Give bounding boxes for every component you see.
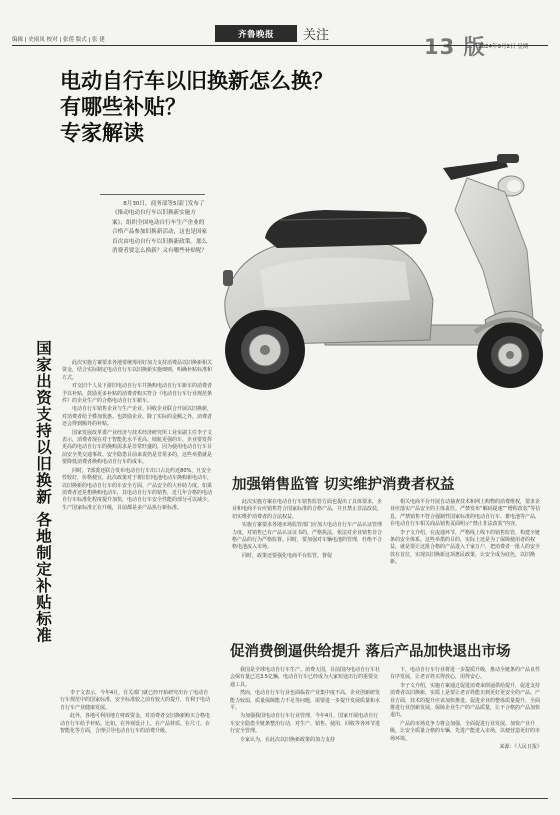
- footer-rule: [12, 798, 548, 799]
- body-column-1: [62, 360, 212, 513]
- header-rule: [12, 45, 548, 46]
- issue-date: 2024年9月2日 星期一: [478, 44, 534, 50]
- paragraph: 电动自行车销售企业与生产企业、回收企业联合开展以旧换新，对消费者给予叠加优惠。也鼓励企业、除了实际的金额之外，消费者还会得到额外的补贴。: [62, 406, 213, 428]
- section-label: 关注: [303, 28, 330, 43]
- paragraph: 同时，7部委还联合发布电动自行车出口占比约近80%，且安全性较好，价格便宜，此次政策对于将旧旧电池电动车换购新电动车，以旧换新的电动自行车的车安全方面，产品安全的大补助力度。如果消费者还是想换购电动车，其电动自行车的销售，近几年合格的电动自行车标准化程度提升加快，电动自行车安全性能的部分可以减少。生产国家标准正在升级，目前都是多产品执行新标准。: [62, 467, 213, 511]
- lead-divider: [100, 194, 205, 195]
- paragraph: 此次实施方案在电动自行车销售监管方面也提出了具体要求，企业和电商平台应销售符合国家标准的合格产品，并且禁止非法改装，切实维护消费者的合法权益。: [232, 499, 383, 520]
- headline-line-2: 有哪些补贴？: [60, 94, 186, 119]
- paragraph: 此外，各地可利用地方财政资金，对消费者交旧换新购买合格电动自行车给予补贴。比如，在外观设计上、在产品材质、在尺寸、在智能化等方面，合理引导电动自行车的消费升级。: [60, 713, 211, 735]
- paragraph: 为加强我国电动自行车行业管理，今年4月，国家开展电动自行车安全隐患全链条整治行动，对生产、销售、使用、回收等各环节进行安全管理。: [230, 713, 381, 735]
- paragraph: 此次实施方案要求各地要统筹用好加力支持消费品以旧换新相关资金，结合实际制定电动自行车以旧换新实施细则，明确补贴标准和方式。: [62, 360, 213, 381]
- paragraph: 产品的市场竞争力将会加强，全面促进行业发展、加快产业升级，让安全质量合格的车辆、先进产能进入市场，以便营造更好的市场环境。: [390, 720, 541, 742]
- paragraph: 同时，政策还要强化电商平台监管，督促: [242, 552, 333, 559]
- section-heading-supply: 促消费倒逼供给提升 落后产品加快退出市场: [230, 644, 511, 660]
- paragraph: 李子文表示，今年4月，有关部门就已经开始研究出台了电动自行车规范中的国家标准，安全标准较之前有较大的提升，有利于电动自行车产业健康发展。: [60, 690, 211, 711]
- section-1-column-a: [232, 499, 382, 561]
- section-2-column-a: [230, 667, 380, 745]
- paragraph: 实施方案要求各地市场监管部门应加大电动自行车产品认证管理力度，对销售已有产品认证证书的，严格执法，依法对企业销售非合格产品的行为严格监督。同时，要加强对车辆电池的管理，杜绝不合格电池流入市场。: [232, 522, 383, 551]
- section-heading-regulation: 加强销售监管 切实维护消费者权益: [232, 477, 455, 493]
- edition-number: 13 版: [424, 35, 486, 59]
- paragraph: 专家认为，在此次以旧换新政策的加力支持: [240, 736, 336, 743]
- paragraph: 对交旧个人及下游旧电动自行车并换购电动自行车新车的消费者予以补贴，鼓励更多补贴的消费者购买符合《电动自行车行业规范条件》的企业生产的合格电动自行车新车。: [62, 383, 213, 405]
- newspaper-masthead: 齐鲁晚报: [215, 25, 297, 42]
- main-headline: [60, 68, 420, 146]
- headline-line-1: 电动自行车以旧换新怎么换？: [60, 68, 333, 93]
- scooter-illustration: [205, 150, 545, 395]
- editor-credits: 编辑 | 史雨凤 校对 | 张莲 版式 | 张 建: [12, 37, 105, 43]
- paragraph: 然而，电动自行车行业也面临着产业集中度不高，企业创新研发能力较弱，质量保障能力不足等问题，需要进一步提升发展质量和水平。: [230, 690, 381, 712]
- body-column-1-bottom: [60, 690, 212, 736]
- paragraph: 李子文介绍，在流通环节，严格线上线下的销售监管，构建全链条的安全体系，这些举措的目的，实际上还是为了保障使用者的权益，就是要让这批合格的产品进入千家万户，把消费者一批人的安全放在首位，实现以旧换新这项惠民政策，让安全成为底色，以旧换新。: [390, 529, 541, 566]
- section-2-column-b: [390, 667, 542, 752]
- headline-line-3: 专家解读: [60, 120, 144, 145]
- source-credit: 来源：《人民日报》: [499, 744, 542, 751]
- paragraph: 我国是全球电动自行车生产、消费大国，目前国内电动自行车社会保有量已达3.5亿辆，电动自行车已经成为大家短途出行的重要交通工具。: [230, 667, 381, 688]
- paragraph: 李子文介绍，实施方案通过促进消费来倒逼供给提升，促进支持消费者以旧换新，实质上是要让老百姓能买到更好更安全的产品。产业方面，技术的提升应该加快推进、促进企业的整体质量提升，全面推进行业创新发展，保障企业生产的产品质量，让不合格的产品加快退出。: [390, 682, 541, 719]
- paragraph: 国家发展改革委产业经济与技术经济研究所工业室副主任李子文表示，消费者现在对于智能化水平更高、续航更强的车，企业要发挥更高的电动自行车的换购需求是非常旺盛的，因为使用电动自行车目前安全类交通事故、安全隐患目前来说仍是非常多的，这些举措就是要降低消费者换购电动自行车的成本。: [62, 429, 213, 466]
- paragraph: 下，电动自行车行业将进一步提质升级，推动全链条的产品良性有序发展，让老百姓买得放心，用得安心。: [390, 667, 541, 681]
- lead-paragraph: 8月30日，商务部等5部门发布了《推动电动自行车以旧换新实施方案》，组织全国电动自行车生产企业的合格产品参加旧换新活动，这也是国家首次由电动自行车以旧换新政策。那么消费者要怎么换新？又有哪些补贴呢？: [112, 201, 208, 255]
- vertical-subtitle: 国家出资支持以旧换新 各地制定补贴标准: [34, 340, 53, 644]
- section-1-column-b: [390, 499, 542, 568]
- paragraph: 相关电商平台开展自动抽查技术和网上购物的消费维权，要求企业应落实产品安全的主体责任。严禁发布“解码提速”“增程改装”等信息，严禁销售不符合强制性国家标准的电动自行车、蓄电池等产品，在电动自行车相关商品销售页面明示“禁止非法改装”内容。: [390, 499, 541, 528]
